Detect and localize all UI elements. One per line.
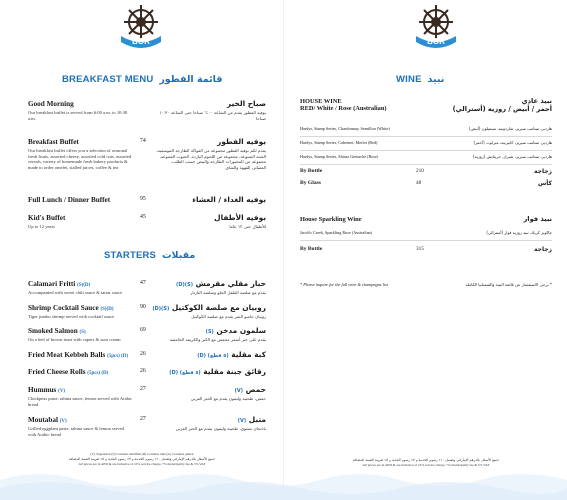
separator (300, 164, 552, 165)
menu-item: Fried Cheese Rolls (5pcs) (D) 26 رقائق جبنة مقلية (٥ قطع) (D) (28, 367, 266, 376)
separator (300, 150, 552, 151)
price-line-bottle: By Bottle 210 زجاجة (300, 168, 552, 175)
menu-item: Full Lunch / Dinner Buffet 95 بوفيه الغداء / العشاء (28, 195, 266, 204)
starters-title: STARTERS مقبلات (104, 250, 196, 261)
menu-item: Smoked Salmon (S) 69 سلمون مدخن (S) On a bed of brown toast with capers & sour cream يقدم على خبز أسمر محمص مع الكبر والكريمة الحامضة (28, 326, 266, 342)
footer-legend: (V) Vegetarian (S) Contains shellfish (D) Contains nuts (G) Contains gluten جميع الأسعار بالدرهم الإماراتي وتشمل ١٠٪ رسوم الخدمة و ٧٪ رسوم البلدية و ٥٪ ضريبة القيمة المضافة All prices are in AED & are inclusive of 10% service charge, 7% municipality fee & 5% VAT (68, 452, 216, 466)
footer-prices-note: جميع الأسعار بالدرهم الإماراتي وتشمل ١٠٪ رسوم الخدمة و ٧٪ رسوم البلدية و ٥٪ ضريبة القيمة المضافة All prices are in AED & are inclusive of 10% service charge, 7% municipality fee & 5% VAT (352, 458, 500, 467)
wine-line: Hardys, Stamp Series, Shiraz Grenache (Rose) هاردير، ستامب سيريز، شيراز، جرينانش (روزيه) (300, 154, 552, 159)
wine-line: Hardys, Stamp Series, Cabernet, Merlot (Red) هاردير، ستامب سيريز، كابيرنيه، ميرلوت (أحمر) (300, 140, 552, 145)
price-line-bottle: By Bottle 315 زجاجة (300, 246, 552, 253)
logo (115, 2, 167, 54)
svg-text:BOR: BOR (427, 37, 445, 46)
wine-line: Jacob's Creek, Sparkling Rose (Australian) جاكوبز كريك، نبيذ روزيه فوار (أسترالي) (300, 230, 552, 235)
svg-text:BOR: BOR (132, 37, 150, 46)
wine-panel: BOR WINE نبيذ HOUSE WINE RED/ White / Rose (Australian) نبيذ عادي أحمر / أبيض / روزيه (أسترالي) Hardys, Stamp Series, Chardonnay, Semillon (White) هاردير، ستامب سيريز، شاردونيه، سيميلون (أبيض) Hardys, Stamp Series, Cabernet, Merlot (Red) هاردير، ستامب سيريز، كابيرنيه، ميرلوت (أحمر) Hardys, Stamp Series, Shiraz Grenache (Rose) هاردير، ستامب سيريز، شيراز، جرينانش (روزيه) By Bottle 210 زجاجة By Glass 48 كأس House Sparkling Wine نبيذ فوار Jacob's Creek, Sparkling Rose (Australian) جاكوبز كريك، نبيذ روزيه فوار (أسترالي) By Bottle 315 زجاجة * Please inquire for the full wine & champagne list * يرجى الاستفسار عن قائمة النبيذ والشمبانيا الكاملة جميع الأسعار بالدرهم الإماراتي وتشمل ١٠٪ رسوم الخدمة و ٧٪ رسوم البلدية و ٥٪ ضريبة القيمة المضافة All prices are in AED & are inclusive of 10% service charge, 7% municipality fee & 5% VAT (284, 0, 567, 500)
logo (410, 2, 462, 54)
wine-list-note: * Please inquire for the full wine & champagne list * يرجى الاستفسار عن قائمة النبيذ والشمبانيا الكاملة (300, 282, 552, 287)
menu-item: Kid's Buffet 45 بوفيه الأطفال Up to 12 years للأطفال حتى ١٢ عاما (28, 213, 266, 229)
menu-item: Calamari Fritti (S)(D) 47 حبار مقلي مقرمش (S)(D) Accompanied with sweet chili sauce & tartar sauce يقدم مع صلصة الفلفل الحلو وصلصة التارتار (28, 279, 266, 295)
menu-item: Hummus (V) 27 حمص (V) Chickpeas paste, tahina sauce, lemon served with Arabic bread حمص، طحينة وليمون يقدم مع الخبز العربي (28, 385, 266, 407)
breakfast-title: BREAKFAST MENU قائمة الفطور (62, 74, 223, 85)
menu-item: Shrimp Cocktail Sauce (S)(D) 90 روبيان مع صلصة الكوكتيل (S)(D) Tiger jumbo shrimp served with cocktail sauce روبيان جامبو النمر يقدم مع صلصة الكوكتيل (28, 303, 266, 319)
separator (300, 136, 552, 137)
ship-wheel-icon (410, 2, 462, 54)
menu-item: Moutabal (V) 27 متبل (V) Grilled eggplant paste, tahina sauce & lemon served with Arabic bread باذنجان مشوي، طحينة وليمون يقدم مع الخبز العربي (28, 415, 266, 437)
wine-line: Hardys, Stamp Series, Chardonnay, Semillon (White) هاردير، ستامب سيريز، شاردونيه، سيميلون (أبيض) (300, 126, 552, 131)
ship-wheel-icon (115, 2, 167, 54)
separator (300, 240, 552, 241)
breakfast-starters-panel (0, 0, 283, 500)
price-line-glass: By Glass 48 كأس (300, 180, 552, 187)
menu-item: Fried Meat Kebbeh Balls (5pcs) (D) 26 كبة مقلية (٥ قطع) (D) (28, 350, 266, 359)
menu-item: Breakfast Buffet 74 بوفيه الفطور Our breakfast buffet offers you a selection of seasonal fresh fruits, assorted cheese, assorted cold cuts, assorted cereals, variety of homemade fresh bakery products & made to order omelet, stalled juices, coffee & tea يقدم لكم بوفيه الفطور مجموعة من الفواكه الطازجة الموسمية، الجبنة المتنوعة، مجموعة من اللحوم الباردة، الحبوب المتنوعة، مجموعة من المخبوزات الطازجة والبيض حسب الطلب، العصائر، القهوة والشاي (28, 137, 266, 170)
menu-item: Good Morning صباح الخير Our breakfast buffet is served from 6:00 a.m. to 10:30 a.m. بوفيه الفطور يقدم من الساعة ٦:٠٠ صباحا حتى الساعة ١٠:٣٠ صباحا (28, 99, 266, 121)
wine-title: WINE نبيذ (396, 74, 445, 85)
decorative-waves (0, 460, 567, 500)
